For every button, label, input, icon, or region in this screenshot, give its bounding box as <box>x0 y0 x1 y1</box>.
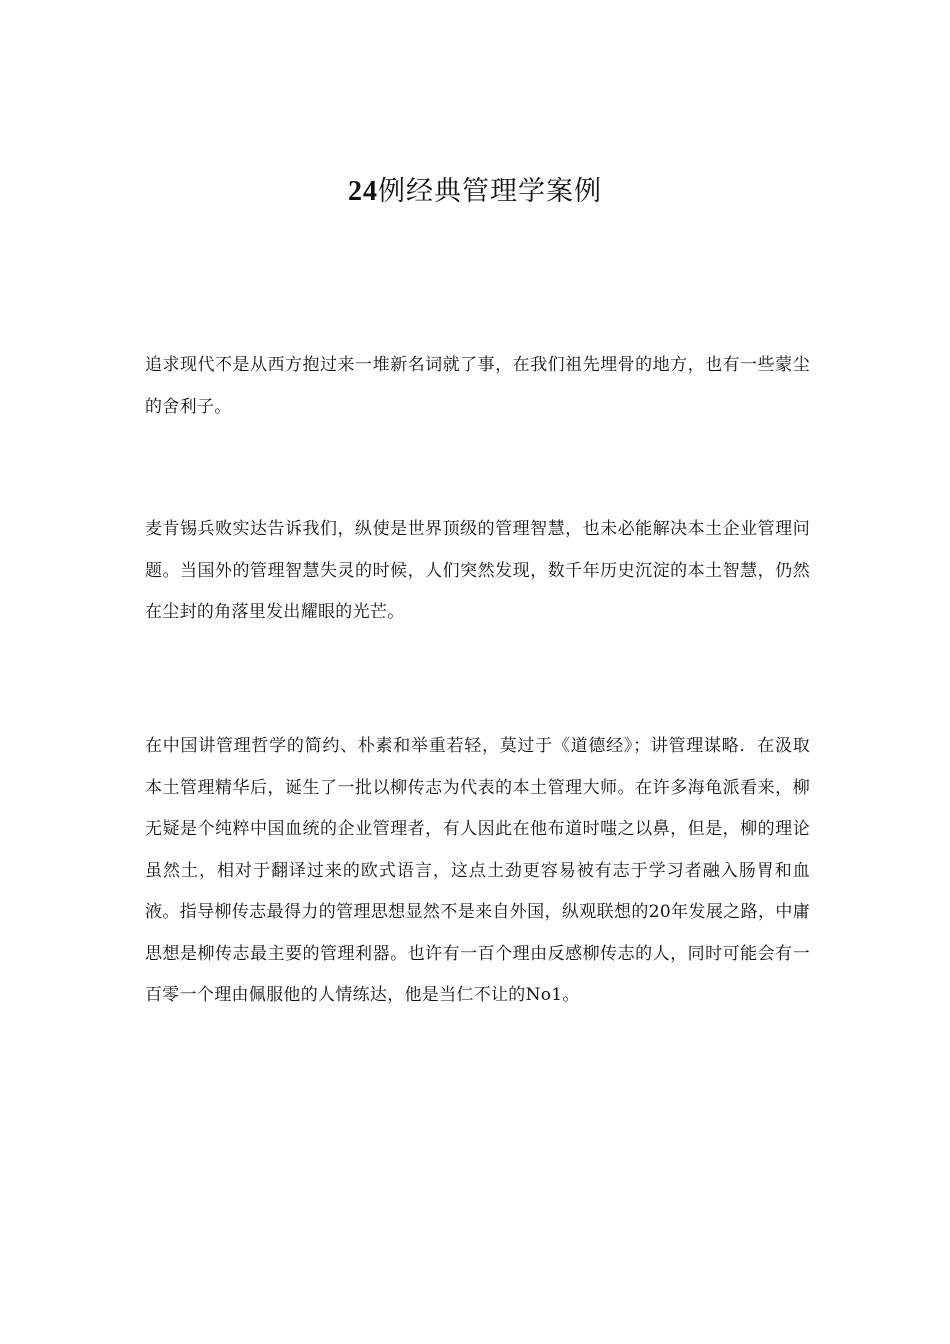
title-text: 例经典管理学案例 <box>378 176 602 207</box>
paragraph: 追求现代不是从西方抱过来一堆新名词就了事，在我们祖先埋骨的地方，也有一些蒙尘的舍利子。 <box>145 355 810 417</box>
title-number: 24 <box>348 176 378 207</box>
paragraph: 在中国讲管理哲学的简约、朴素和举重若轻，莫过于《道德经》；讲管理谋略．在汲取本土管理精华后，诞生了一批以柳传志为代表的本土管理大师。在许多海龟派看来，柳无疑是个纯粹中国血统的企业管理者，有人因此在他布道时嗤之以鼻，但是，柳的理论虽然土，相对于翻译过来的欧式语言，这点土劲更容易被有志于学习者融入肠胃和血液。指导柳传志最得力的管理思想显然不是来自外国，纵观联想的20年发展之路，中庸思想是柳传志最主要的管理利器。也许有一百个理由反感柳传志的人，同时可能会有一百零一个理由佩服他的人情练达，他是当仁不让的No1。 <box>145 736 810 1005</box>
paragraph: 麦肯锡兵败实达告诉我们，纵使是世界顶级的管理智慧，也未必能解决本土企业管理问题。当国外的管理智慧失灵的时候，人们突然发现，数千年历史沉淀的本土智慧，仍然在尘封的角落里发出耀眼的光芒。 <box>145 519 810 622</box>
document-title <box>0 172 950 212</box>
